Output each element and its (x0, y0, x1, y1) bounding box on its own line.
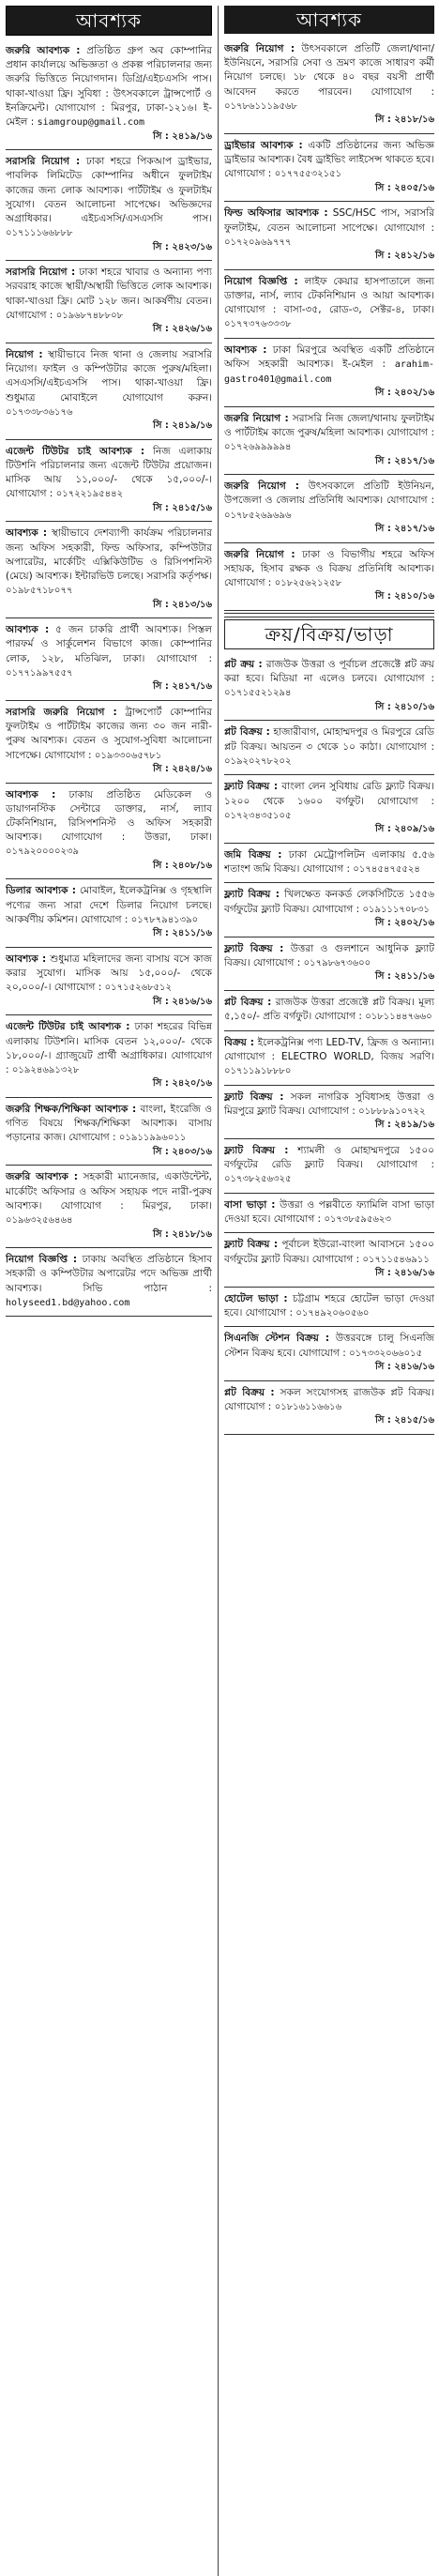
ad-divider (224, 1030, 434, 1031)
ad-keyword: সরাসরি জরুরি নিয়োগ : (6, 706, 117, 718)
classified-ad (224, 655, 434, 718)
ad-keyword: সিএনজি স্টেশন বিক্রয় : (224, 1333, 330, 1345)
ad-reference-code: সি : ২৪১৮/১৬ (374, 114, 434, 126)
ad-contact[interactable]: ০১৭৮৬১১১৯৫৬৮ (224, 100, 297, 112)
classified-ad (224, 1235, 434, 1284)
ad-reference-code: সি : ২৪১৬/১৬ (152, 996, 212, 1007)
ad-text: শ্যামলী ও মোহাম্মদপুরে ১৫০০ বর্গফুটের রেডি ফ্ল্যাট বিক্রয়। যোগাযোগ : (224, 1144, 434, 1170)
ad-text: ট্রান্সপোর্ট কোম্পানির ফুলটাইম ও পার্টটাইম কাজের জন্য ৩০ জন নারী-পুরুষ আবশ্যক। বেতন ও সুযোগ-সুবিধা আলোচনা সাপেক্ষে। যোগাযোগ : (6, 706, 212, 761)
ad-contact[interactable]: ০১৯১১১৭০৮৩১ (362, 904, 430, 915)
ad-body (224, 1332, 434, 1361)
ad-keyword: ফ্ল্যাট বিক্রয় : (224, 1090, 284, 1103)
ad-text: ঢাকায় প্রতিষ্ঠিত মেডিকেল ও ডায়াগনস্টিক সেন্টারে ডাক্তার, নার্স, ল্যাব টেকনিশিয়ান, রিসিপশনিস্ট ও অফিস সহকারী আবশ্যক। যোগাযোগ : উত্তরা, ঢাকা। (6, 788, 212, 844)
ad-keyword: জরুরি নিয়োগ : (224, 480, 299, 493)
ad-keyword: প্লট বিক্রয় : (224, 996, 272, 1008)
ad-text: ঢাকা শহরে পিকআপ ড্রাইভার, পাবলিক লিমিটেড কোম্পানির অধীনে ফুলটাইম কাজের জন্য লোক আবশ্যক। পার্টটাইম ও ফুলটাইম সুযোগ। বেতন আলোচনা সাপেক্ষে। অভিজ্ঞদের অগ্রাধিকার। এইচএসসি/এসএসসি পাস। (6, 156, 212, 224)
classified-ad (224, 545, 434, 608)
classified-ad (6, 1250, 212, 1314)
classified-ad (6, 785, 212, 877)
ad-body (224, 1292, 434, 1321)
ad-keyword: জরুরি নিয়োগ : (224, 412, 289, 424)
ad-keyword: ফ্ল্যাট বিক্রয় : (224, 1239, 279, 1251)
ad-text: ঢাকা মিরপুরে অবস্থিত একটি প্রতিষ্ঠানে অফিস সহকারী আবশ্যক। ই-মেইল : (224, 343, 434, 371)
ad-text: প্রতিষ্ঠিত গ্রুপ অব কোম্পানির প্রধান কার্যালয়ে অভিজ্ঞতা ও প্রকল্প পরিচালনার জন্য জরুরি ভিত্তিতে নিয়োগদান। ডিগ্রি/এইচএসসি পাস। থাকা-খাওয়া ফ্রি। সুবিধা : উৎসবকালে ট্রান্সপোর্ট ও ইনক্রিমেন্ট। যোগাযোগ : মিরপুর, ঢাকা-১২১৬। ই-মেইল : (6, 45, 212, 129)
ad-text: ঢাকা মেট্রোপলিটন এলাকায় ৫.৫৬ শতাংশ জমি বিক্রয়। যোগাযোগ : (224, 848, 434, 875)
ad-divider (6, 439, 212, 440)
ad-text: উত্তরা ও গুলশানে আধুনিক ফ্ল্যাট বিক্রয়। যোগাযোগ : (224, 942, 434, 968)
ad-keyword: আবশ্যক : (6, 624, 50, 636)
ad-body (224, 848, 434, 877)
ad-text: বাংলা লেন সুবিধায় রেডি ফ্ল্যাট বিক্রয়। ১২০০ থেকে ১৬০০ বর্গফুট। যোগাযোগ : (224, 781, 434, 807)
ad-body (224, 42, 434, 114)
ad-keyword: ফ্ল্যাট বিক্রয় : (224, 942, 284, 954)
classified-ad (224, 846, 434, 881)
classified-ad (224, 136, 434, 199)
ad-contact[interactable]: ০১৭৩৮৫৯৫৬২৩ (324, 1213, 391, 1225)
ad-body (224, 343, 434, 387)
ad-contact[interactable]: ০১৭৮৫২৬৯৬৯৬ (224, 510, 292, 521)
ad-divider (6, 1316, 212, 1317)
ad-reference-code: সি : ২৪১৭/১৬ (152, 681, 212, 693)
ad-contact[interactable]: ০১৮১৬১১৬৬১৬ (274, 1401, 342, 1412)
ad-divider (224, 1434, 434, 1435)
ad-reference-code: সি : ২৪০৯/১৬ (374, 824, 434, 835)
classified-ad (224, 939, 434, 988)
ad-keyword: সরাসরি নিয়োগ : (6, 156, 81, 168)
ad-text: একটি প্রতিষ্ঠানের জন্য অভিজ্ঞ ড্রাইভার আবশ্যক। বৈধ ড্রাইভিং লাইসেন্স থাকতে হবে। যোগাযোগ : (224, 139, 434, 180)
ad-contact[interactable]: ০১৭৭১৯৯৭৫৫৭ (6, 667, 73, 678)
ad-keyword: হোটেল ভাড়া : (224, 1292, 288, 1304)
classified-ad (224, 204, 434, 267)
ad-contact[interactable]: ০১৯১১৯৯৬০১১ (118, 1133, 187, 1144)
ad-body (6, 445, 212, 502)
ad-divider (224, 843, 434, 844)
ad-keyword: জরুরি শিক্ষক/শিক্ষিকা আবশ্যক : (6, 1103, 137, 1115)
ad-body (224, 658, 434, 701)
ad-body (6, 1020, 212, 1077)
classified-ad (6, 263, 212, 341)
ad-body (224, 1198, 434, 1227)
ad-reference-code: সি : ২৪১৫/১৬ (152, 502, 212, 513)
ad-reference-code: সি : ২৪১৯/১৬ (374, 1120, 434, 1131)
ad-keyword: বিক্রয় : (224, 1036, 254, 1048)
ad-reference-code: সি : ২৪১৯/১৬ (152, 130, 212, 142)
ad-keyword: নিয়োগ বিজ্ঞপ্তি : (224, 275, 298, 287)
ad-body (224, 1386, 434, 1415)
ad-contact[interactable]: ০১৯৩৩০৬৫৭৮১ (94, 750, 162, 761)
ad-divider (6, 521, 212, 522)
ad-keyword: ফ্ল্যাট বিক্রয় : (224, 889, 280, 901)
ad-text: নিজ এলাকায় টিউশনি পরিচালনার জন্য এজেন্ট টিউটর প্রয়োজন। মাসিক আয় ১১,০০০/- থেকে ১৫,০০০/-। যোগাযোগ : (6, 445, 212, 500)
classified-ad (224, 1033, 434, 1083)
ad-keyword: ডিলার আবশ্যক : (6, 885, 76, 897)
ad-divider (224, 474, 434, 475)
ad-contact[interactable]: arahim-gastro401@gmail.com (224, 359, 434, 385)
ad-contact[interactable]: ০১৯৬৮৭৪৮৮০৮ (55, 310, 124, 321)
ad-keyword: প্লট বিক্রয় : (224, 726, 270, 739)
ad-divider (224, 1232, 434, 1233)
ad-body (6, 788, 212, 860)
classified-ad (6, 1167, 212, 1245)
ad-text: স্থায়ীভাবে নিজ থানা ও জেলায় সরাসরি নিয়োগ। ফাইল ও কম্পিউটার কাজে পুরুষ/মহিলা। এসএসসি/এইচএসসি পাস। থাকা-খাওয়া ফ্রি। শুধুমাত্র মোবাইলে যোগাযোগ করুন। (6, 348, 212, 404)
ad-divider (224, 990, 434, 991)
ad-body (224, 888, 434, 917)
ad-reference-code: সি : ২৪১৭/১৬ (374, 455, 434, 466)
ad-body (224, 1144, 434, 1187)
classified-ad (224, 272, 434, 336)
ad-body (6, 1103, 212, 1146)
left-section-title: আবশ্যক (6, 6, 212, 36)
ad-body (224, 942, 434, 971)
ad-text: ঢাকা শহরের বিভিন্ন এলাকায় টিউশনি। মাসিক বেতন ১২,০০০/- থেকে ১৮,০০০/-। গ্র্যাজুয়েট প্রার্থী অগ্রাধিকার। যোগাযোগ : (6, 1021, 212, 1075)
ad-contact[interactable]: ০১৯৮৫৭১৮০৭৭ (6, 586, 73, 597)
ad-text: ঢাকায় অবস্থিত প্রতিষ্ঠানে হিসাব সহকারী ও কম্পিউটার অপারেটর পদে অভিজ্ঞ প্রার্থী আবশ্যক। সিভি পাঠান : (6, 1254, 212, 1294)
classified-ad (224, 39, 434, 131)
ad-keyword: জরুরি নিয়োগ : (224, 548, 295, 560)
ad-text: উৎসবকালে প্রতিটি ইউনিয়ন, উপজেলা ও জেলায় প্রতিনিধি আবশ্যক। যোগাযোগ : (224, 480, 434, 507)
classified-ad (224, 1088, 434, 1136)
left-column (6, 6, 212, 2576)
ad-text: সকল সংযোগসহ রাজউক প্লট বিক্রয়। যোগাযোগ : (224, 1386, 434, 1412)
ad-text: হাজারীবাগ, মোহাম্মদপুর ও মিরপুরে রেডি প্লট বিক্রয়। আয়তন ৩ থেকে ১০ কাঠা। যোগাযোগ : (224, 726, 434, 753)
ad-text: SSC/HSC পাস, সরাসরি ফুলটাইম, বেতন আলোচনা সাপেক্ষে। যোগাযোগ : (224, 207, 434, 234)
column-divider (218, 6, 219, 2576)
ad-body (6, 155, 212, 241)
ad-text: উৎসবকালে প্রতিটি জেলা/থানা/ইউনিয়নে, সরাসরি সেবা ও ভ্রমণ কাজে সাধারণ কর্মী নিয়োগ চলছে। ১৮ থেকে ৪০ বছর বয়সী প্রার্থী আবেদন করতে পারবেন। যোগাযোগ : (224, 43, 434, 98)
ad-reference-code: সি : ২৪১৭/১৬ (374, 524, 434, 534)
ad-body (6, 44, 212, 130)
ad-divider (6, 617, 212, 618)
ad-reference-code: সি : ২৪১২/১৬ (374, 251, 434, 262)
right-section-title: আবশ্যক (224, 6, 434, 34)
classified-ad (224, 723, 434, 772)
classified-ad (6, 620, 212, 698)
ad-keyword: প্লট ক্রয় : (224, 658, 263, 670)
ad-reference-code: সি : ২৪১৫/১৬ (374, 1415, 434, 1426)
ad-contact[interactable]: ০১৮১১৪৪৭৬৬০ (365, 1012, 432, 1023)
ad-divider (224, 1380, 434, 1381)
buy-sell-ads-list (224, 655, 434, 1435)
ad-reference-code: সি : ২৪০২/১৬ (374, 388, 434, 399)
ad-body (224, 139, 434, 182)
ad-reference-code: সি : ২৪১৩/১৬ (152, 599, 212, 610)
ad-contact[interactable]: ০১৯৬৩২৫৬৪৬৪ (6, 1215, 73, 1227)
ad-body (6, 623, 212, 680)
ad-keyword: আবশ্যক : (6, 953, 47, 965)
ad-text: মোবাইল, ইলেকট্রনিক্স ও গৃহস্থালি পণ্যের জন্য সারা দেশে ডিলার নিয়োগ চলছে। আকর্ষণীয় কমিশন। যোগাযোগ : (6, 885, 212, 925)
ad-divider (224, 1085, 434, 1086)
ad-text: ৫ জন চাকরি প্রার্থী আবশ্যক। পিস্তল পারফর্ম ও সার্কুলেশন বিভাগে কাজ। কোম্পানির লোক, ১২৮, মতিঝিল, ঢাকা। যোগাযোগ : (6, 624, 212, 664)
classified-ad (224, 993, 434, 1029)
ad-keyword: প্লট বিক্রয় : (224, 1386, 275, 1398)
ad-contact[interactable]: ০১৭৯২০০০০২৩৯ (6, 846, 79, 858)
ad-keyword: ফ্ল্যাট বিক্রয় : (224, 781, 279, 793)
ad-body (6, 1253, 212, 1310)
ad-contact[interactable]: holyseed1.bd@yahoo.com (6, 1297, 130, 1308)
ad-contact[interactable]: ০১৭৭৫৫৩২১৫১ (274, 169, 342, 180)
ad-divider (6, 947, 212, 948)
ad-reference-code: সি : ২৪১০/১৬ (374, 591, 434, 602)
ad-body (224, 548, 434, 591)
ad-contact[interactable]: ০১৭১৫৫২১২৯৪ (224, 688, 292, 699)
ad-text: উত্তরবঙ্গে চালু সিএনজি স্টেশন বিক্রয় হবে। যোগাযোগ : (224, 1333, 434, 1359)
ad-text: স্থায়ীভাবে দেশব্যাপী কার্যক্রম পরিচালনার জন্য অফিস সহকারী, ফিল্ড অফিসার, কম্পিউটার অপারেটর, মার্কেটিং এক্সিকিউটিভ ও রিসিপশনিস্ট (মেয়ে) আবশ্যক। ইন্টারভিউ চলছে। সরাসরি কর্তৃপক্ষ। (6, 527, 212, 583)
ad-reference-code: সি : ২৪২৬/১৬ (152, 324, 212, 335)
classified-ad (224, 777, 434, 840)
ad-body (224, 725, 434, 769)
classified-ad (224, 409, 434, 472)
ad-keyword: আবশ্যক : (224, 343, 267, 356)
ad-text: ঢাকা শহরে খাবার ও অন্যান্য পণ্য সরবরাহ কাজে স্থায়ী/অস্থায়ী ভিত্তিতে লোক আবশ্যক। থাকা-খাওয়া ফ্রি। মোট ১২৮ জন। আকর্ষণীয় বেতন। যোগাযোগ : (6, 267, 212, 321)
ad-keyword: ফ্ল্যাট বিক্রয় : (224, 1144, 289, 1156)
classified-ad (6, 950, 212, 1013)
ad-text: খিলক্ষেত কনকর্ড লেকসিটিতে ১৫৫৬ বর্গফুটের ফ্ল্যাট বিক্রয়। যোগাযোগ : (224, 889, 434, 915)
ad-contact[interactable]: ০১৭৯৮৬৭৩৬০০ (303, 957, 371, 968)
ad-contact[interactable]: ০১৭৩৩৮৩৬১৭৬ (6, 406, 73, 418)
ad-body (224, 275, 434, 332)
ad-keyword: সরাসরি নিয়োগ : (6, 267, 76, 279)
ad-keyword: জরুরি নিয়োগ : (224, 43, 295, 54)
ad-contact[interactable]: ০১৭৭৩৭৬৩৩৩৮ (224, 319, 292, 330)
ad-divider (224, 133, 434, 134)
ad-reference-code: সি : ২৪১১/১৬ (152, 928, 212, 939)
right-ads-list (224, 39, 434, 611)
ad-keyword: ফিল্ড অফিসার আবশ্যক : (224, 207, 328, 220)
ad-divider (224, 201, 434, 202)
ad-contact[interactable]: ০১৭২৩৪৩৫১০৫ (224, 810, 292, 821)
ad-divider (224, 269, 434, 270)
classified-ad (224, 1141, 434, 1191)
ad-contact[interactable]: ০১৭২২১৯৫৪৪২ (55, 489, 124, 500)
ad-reference-code: সি : ২৪০৮/১৬ (152, 860, 212, 871)
ad-divider (224, 338, 434, 339)
ad-keyword: জরুরি আবশ্যক : (6, 45, 81, 56)
classified-ad (6, 703, 212, 781)
ad-body (224, 1238, 434, 1267)
ad-reference-code: সি : ২৪০২/১৬ (374, 918, 434, 929)
ad-divider (224, 1138, 434, 1139)
ad-keyword: জরুরি আবশ্যক : (6, 1171, 78, 1183)
ad-text: ইলেকট্রনিক্স পণ্য LED-TV, ফ্রিজ ও অন্যান্য। যোগাযোগ : ELECTRO WORLD, বিজয় সরণি। (224, 1036, 434, 1062)
ad-divider (6, 1014, 212, 1015)
ad-keyword: নিয়োগ : (6, 348, 43, 360)
classified-ad (224, 341, 434, 404)
classified-ad (6, 152, 212, 258)
ad-divider (6, 1247, 212, 1248)
classified-ad (224, 1329, 434, 1378)
section-separator (224, 613, 434, 617)
ad-contact[interactable]: ০১৮৮৮৯১০৭২২ (358, 1105, 426, 1117)
ad-contact[interactable]: ০১৭১১৫৪৬৯১১ (362, 1254, 430, 1265)
classified-ad (6, 41, 212, 147)
ad-body (224, 996, 434, 1025)
ad-keyword: আবশ্যক : (6, 527, 48, 540)
ad-text: ঢাকা ও বিভাগীয় শহরে অফিস সহায়ক, হিসাব রক্ষক ও বিক্রয় প্রতিনিধি আবশ্যক। যোগাযোগ : (224, 548, 434, 588)
ad-body (224, 1090, 434, 1120)
ad-reference-code: সি : ২৪১৮/১৬ (152, 1228, 212, 1240)
classified-ad (224, 1383, 434, 1432)
ad-divider (6, 260, 212, 261)
ad-body (6, 1170, 212, 1227)
classified-ad (6, 1100, 212, 1163)
classified-ad (6, 881, 212, 944)
ad-divider (224, 1193, 434, 1194)
ad-text: রাজউক উত্তরা ও পূর্বাচল প্রজেক্টে প্লট ক্রয় করা হবে। মিডিয়া না এলেও চলবে। যোগাযোগ : (224, 658, 434, 685)
ad-reference-code: সি : ২৪০৩/১৬ (152, 1146, 212, 1157)
ad-text: লাইফ কেয়ার হাসপাতালে জন্য ডাক্তার, নার্স, ল্যাব টেকনিশিয়ান ও আয়া আবশ্যক। যোগাযোগ : বাসা-৩৫, রোড-৩, সেক্টর-৪, ঢাকা। (224, 275, 434, 316)
ad-contact[interactable]: ০১৭২৬৯৯৯৯৯৪ (224, 442, 292, 453)
ad-body (224, 780, 434, 823)
ad-divider (224, 610, 434, 611)
ad-body (6, 348, 212, 419)
classified-ad (6, 345, 212, 437)
ad-divider (6, 878, 212, 879)
ad-body (6, 953, 212, 996)
classified-ad (224, 477, 434, 540)
ad-contact[interactable]: ০১৭৩৩২০৬৬০১৫ (349, 1348, 423, 1359)
ad-contact[interactable]: ০১৭৩৮২৫৬৩২৫ (224, 1174, 292, 1185)
ad-divider (224, 720, 434, 721)
ad-body (224, 480, 434, 523)
ad-keyword: নিয়োগ বিজ্ঞপ্তি : (6, 1254, 78, 1266)
classified-ad (6, 1017, 212, 1095)
ad-keyword: এজেন্ট টিউটর চাই আবশ্যক : (6, 1021, 130, 1033)
ad-reference-code: সি : ২৪১৬/১৬ (374, 1268, 434, 1279)
ad-body (224, 206, 434, 250)
ad-contact[interactable]: ০১৭১১৯১৮৮৮০ (224, 1066, 292, 1077)
ad-keyword: জমি বিক্রয় : (224, 848, 282, 861)
classified-ad (6, 442, 212, 520)
ad-reference-code: সি : ২৪১৯/১৬ (152, 420, 212, 432)
ad-divider (224, 1326, 434, 1327)
ad-contact[interactable]: ০১৯২০২৭৮২০২ (224, 755, 292, 767)
ad-text: উত্তরা ও পল্লবীতে ফ্যামিলি বাসা ভাড়া দেওয়া হবে। যোগাযোগ : (224, 1198, 434, 1225)
ad-body (6, 884, 212, 927)
ad-text: শুধুমাত্র মহিলাদের জন্য বাসায় বসে কাজ করার সুযোগ। মাসিক আয় ১৫,০০০/- থেকে ২০,০০০/-। যোগাযোগ : (6, 953, 212, 994)
ad-text: রাজউক উত্তরা প্রজেক্টে প্লট বিক্রয়। মূল্য ৫,১৫০/- প্রতি বর্গফুট। যোগাযোগ : (224, 996, 434, 1023)
ad-text: সকল নাগরিক সুবিধাসহ উত্তরা ও মিরপুরে ফ্ল্যাট বিক্রয়। যোগাযোগ : (224, 1090, 434, 1117)
ad-reference-code: সি : ২৪০৫/১৬ (374, 182, 434, 193)
ad-divider (6, 700, 212, 701)
ad-reference-code: সি : ২৪১৬/১৬ (374, 1362, 434, 1373)
ad-divider (224, 774, 434, 775)
ad-reference-code: সি : ২৪২৩/১৬ (152, 241, 212, 252)
ad-reference-code: সি : ২৪২০/১৬ (152, 1078, 212, 1090)
ad-divider (6, 1097, 212, 1098)
ad-keyword: এজেন্ট টিউটর চাই আবশ্যক : (6, 445, 145, 457)
ad-reference-code: সি : ২৪১১/১৬ (374, 971, 434, 983)
ad-contact[interactable]: ০১৭২০৯৬৯৭৭৭ (224, 236, 292, 248)
ad-divider (6, 783, 212, 784)
ad-text: সরাসরি নিজ জেলা/থানায় ফুলটাইম ও পার্টটাইম কাজে পুরুষ/মহিলা আবশ্যক। যোগাযোগ : (224, 412, 434, 438)
ad-divider (224, 542, 434, 543)
ad-divider (224, 1287, 434, 1288)
ad-keyword: আবশ্যক : (6, 788, 56, 800)
ad-divider (6, 149, 212, 150)
left-ads-list (6, 41, 212, 1317)
classified-ad (224, 1289, 434, 1325)
ad-contact[interactable]: siamgroup@gmail.com (37, 117, 144, 129)
ad-divider (224, 406, 434, 407)
ad-contact[interactable]: ০১৯২৪৬৯১৩২৮ (11, 1064, 80, 1075)
ad-text: সহকারী ম্যানেজার, একাউন্টেন্ট, মার্কেটিং অফিসার ও অফিস সহায়ক পদে নারী-পুরুষ আবশ্যক। যোগাযোগ : মিরপুর, ঢাকা। (6, 1171, 212, 1212)
ad-contact[interactable]: ০১৭১১১৬৬৮৮৮ (6, 228, 73, 239)
ad-keyword: ড্রাইভার আবশ্যক : (224, 139, 303, 151)
ad-contact[interactable]: ০১৭৮৭৯৪১৩৯০ (130, 914, 199, 925)
ad-body (6, 266, 212, 323)
classified-ad (224, 1196, 434, 1231)
ad-contact[interactable]: ০১৭৪৫৪৭৫৫২৪ (353, 863, 420, 875)
ad-body (224, 412, 434, 455)
ad-divider (6, 1165, 212, 1166)
right-column (224, 6, 434, 2576)
classified-ad (6, 524, 212, 616)
ad-contact[interactable]: ০১৭১৫২৬৮৫১২ (104, 983, 173, 994)
ad-reference-code: সি : ২৪২৪/১৬ (152, 764, 212, 775)
ad-contact[interactable]: ০১৮২৫৬২১২৫৮ (274, 577, 342, 588)
ad-body (6, 706, 212, 763)
ad-divider (224, 882, 434, 883)
ad-contact[interactable]: ০১৭৪৯২০৬০৫৬০ (295, 1307, 370, 1318)
ad-body (6, 526, 212, 598)
ad-text: পূর্বাচল ইউরো-বাংলা আবাসনে ১৫০০ বর্গফুটের ফ্ল্যাট বিক্রয়। যোগাযোগ : (224, 1239, 434, 1265)
ad-body (224, 1036, 434, 1079)
ad-text: বাংলা, ইংরেজি ও গণিত বিষয়ে শিক্ষক/শিক্ষিকা আবশ্যক। বাসায় পড়ানোর কাজ। যোগাযোগ : (6, 1103, 212, 1144)
ad-reference-code: সি : ২৪১০/১৬ (374, 701, 434, 712)
ad-keyword: বাসা ভাড়া : (224, 1198, 276, 1211)
buy-sell-title: ক্রয়/বিক্রয়/ভাড়া (224, 619, 434, 649)
classified-ad (224, 885, 434, 934)
ad-text: চট্টগ্রাম শহরে হোটেল ভাড়া দেওয়া হবে। যোগাযোগ : (224, 1292, 434, 1318)
